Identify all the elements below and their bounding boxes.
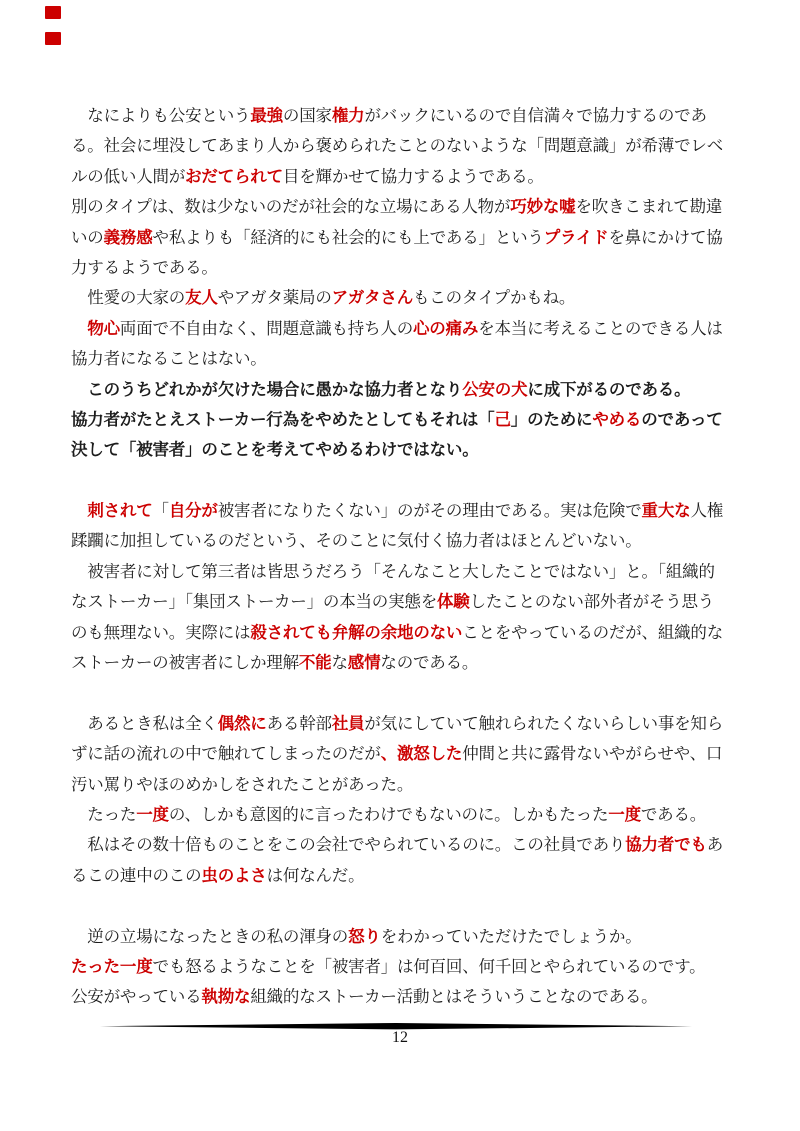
text-segment: 目を輝かせて協力するようである。 xyxy=(282,167,544,186)
text-segment: を本当に考えることのできる人は xyxy=(478,319,723,338)
emphasized-text-segment: 己 xyxy=(494,410,511,429)
red-square-icon xyxy=(45,32,61,45)
text-segment: なのである。 xyxy=(380,654,479,673)
text-segment: したことのない部外者がそう思う xyxy=(469,593,715,612)
red-square-icon xyxy=(45,6,61,19)
text-segment: ある幹部 xyxy=(266,714,332,733)
text-line xyxy=(71,557,731,587)
text-segment: もこのタイプかもね。 xyxy=(413,289,576,308)
text-segment: 協力者がたとえストーカー行為をやめたとしてもそれは「 xyxy=(71,410,495,429)
text-segment: 私はその数十倍ものことをこの会社でやられているのに。この社員であり xyxy=(71,836,626,855)
emphasized-text-segment: 巧妙な嘘 xyxy=(510,198,576,217)
corner-marks xyxy=(45,6,61,58)
text-segment: るこの連中のこの xyxy=(71,866,202,885)
emphasized-text-segment: 協力者でも xyxy=(625,836,707,855)
document-body xyxy=(71,101,731,1013)
emphasized-text-segment: 最強 xyxy=(250,107,283,125)
emphasized-text-segment: 権力 xyxy=(331,107,365,125)
text-line xyxy=(71,283,731,313)
text-segment: 」のために xyxy=(510,410,593,429)
text-line xyxy=(71,709,731,739)
text-line xyxy=(71,405,731,435)
text-line xyxy=(71,162,731,192)
text-segment: をわかっていただけたでしょうか。 xyxy=(380,927,642,946)
emphasized-text-segment: 、激怒した xyxy=(380,745,463,764)
emphasized-text-segment: プライド xyxy=(543,228,609,247)
blank-line xyxy=(71,891,731,921)
emphasized-text-segment: 不能 xyxy=(298,654,332,673)
text-segment: のも無理ない。実際には xyxy=(71,623,251,642)
emphasized-text-segment: 心の痛み xyxy=(413,319,479,338)
text-segment: やアガタ薬局の xyxy=(217,289,332,308)
text-segment: がバックにいるので自信満々で協力するのであ xyxy=(364,107,707,125)
text-segment: に成下がるのである。 xyxy=(527,380,691,399)
text-line xyxy=(71,435,731,465)
text-line xyxy=(71,800,731,830)
emphasized-text-segment: おだてられて xyxy=(185,167,283,186)
text-segment: 両面で不自由なく、問題意識も持ち人の xyxy=(119,319,413,338)
emphasized-text-segment: 社員 xyxy=(331,714,365,733)
emphasized-text-segment: 刺されて xyxy=(87,502,153,521)
text-line xyxy=(71,131,731,161)
emphasized-text-segment: 友人 xyxy=(185,289,218,308)
emphasized-text-segment: 体験 xyxy=(437,593,470,612)
text-segment: ことをやっているのだが、組織的な xyxy=(462,623,724,642)
text-segment: る。社会に埋没してあまり人から褒められたことのないような「問題意識」が希薄でレベ xyxy=(71,137,724,156)
text-line xyxy=(71,101,731,131)
text-segment: 性愛の大家の xyxy=(71,289,186,308)
emphasized-text-segment: 物心 xyxy=(87,319,120,338)
text-line xyxy=(71,648,731,678)
text-segment: いの xyxy=(71,228,104,247)
text-segment: 組織的なストーカー活動とはそういうことなのである。 xyxy=(250,988,658,1007)
emphasized-text-segment: たった一度 xyxy=(71,957,153,976)
text-segment: 蹂躙に加担しているのだという、そのことに気付く協力者はほとんどいない。 xyxy=(71,532,642,551)
text-segment: 被害者に対して第三者は皆思うだろう「そんなこと大したことではない」と。「組織的 xyxy=(71,562,715,581)
text-line xyxy=(71,587,731,617)
text-segment: な xyxy=(331,654,348,673)
text-segment: 汚い罵りやほのめかしをされたことがあった。 xyxy=(71,775,414,794)
text-line xyxy=(71,922,731,952)
text-segment: が気にしていて触れられたくないらしい事を知ら xyxy=(364,714,724,733)
emphasized-text-segment: 怒り xyxy=(348,927,381,946)
emphasized-text-segment: 偶然に xyxy=(217,714,267,733)
text-line xyxy=(71,192,731,222)
emphasized-text-segment: 義務感 xyxy=(103,228,153,247)
emphasized-text-segment: アガタさん xyxy=(331,289,413,308)
text-line xyxy=(71,496,731,526)
text-segment: を吹きこまれて勘違 xyxy=(575,198,723,217)
text-line xyxy=(71,223,731,253)
emphasized-text-segment: 殺されても弁解の余地のない xyxy=(250,623,463,642)
text-line xyxy=(71,982,731,1012)
text-segment: 公安がやっている xyxy=(71,988,202,1007)
text-segment: あるとき私は全く xyxy=(71,714,218,733)
emphasized-text-segment: やめる xyxy=(592,410,642,429)
text-segment: のであって xyxy=(641,410,723,429)
text-segment: 別のタイプは、数は少ないのだが社会的な立場にある人物が xyxy=(71,198,511,217)
text-segment: このうちどれかが欠けた場合に愚かな協力者となり xyxy=(71,380,463,399)
text-segment: 逆の立場になったときの私の渾身の xyxy=(71,927,349,946)
text-line xyxy=(71,253,731,283)
emphasized-text-segment: 一度 xyxy=(608,805,641,824)
text-line xyxy=(71,526,731,556)
text-segment xyxy=(71,320,87,338)
emphasized-text-segment: 感情 xyxy=(347,654,381,673)
emphasized-text-segment: 一度 xyxy=(136,805,169,824)
text-line xyxy=(71,952,731,982)
text-segment: 「 xyxy=(152,502,169,521)
text-segment: を鼻にかけて協 xyxy=(608,228,723,247)
emphasized-text-segment: 虫のよさ xyxy=(201,866,267,885)
text-segment: 力するようである。 xyxy=(71,258,218,277)
text-line xyxy=(71,861,731,891)
text-segment: あ xyxy=(706,836,724,855)
text-segment: 被害者になりたくない」のがその理由である。実は危険で xyxy=(217,502,642,521)
text-line xyxy=(71,344,731,374)
text-line xyxy=(71,770,731,800)
blank-line xyxy=(71,466,731,496)
page-number: 12 xyxy=(392,1029,408,1046)
text-segment: ストーカーの被害者にしか理解 xyxy=(71,654,299,673)
text-segment: 人権 xyxy=(690,502,724,521)
text-segment: は何なんだ。 xyxy=(266,866,365,885)
text-line xyxy=(71,739,731,769)
text-segment: たった xyxy=(71,805,137,824)
text-segment: なによりも公安という xyxy=(71,107,251,125)
text-segment: 決して「被害者」のことを考えてやめるわけではない。 xyxy=(71,441,479,460)
emphasized-text-segment: 重大な xyxy=(641,502,691,521)
emphasized-text-segment: 公安の犬 xyxy=(462,380,528,399)
text-line xyxy=(71,314,731,344)
text-segment: でも怒るようなことを「被害者」は何百回、何千回とやられているのです。 xyxy=(152,957,706,976)
text-segment: や私よりも「経済的にも社会的にも上である」という xyxy=(152,228,544,247)
text-segment: ずに話の流れの中で触れてしまったのだが xyxy=(71,745,381,764)
emphasized-text-segment: 自分が xyxy=(168,502,218,521)
text-line xyxy=(71,375,731,405)
text-segment: の国家 xyxy=(282,107,332,125)
blank-line xyxy=(71,678,731,708)
text-segment: なストーカー」「集団ストーカー」の本当の実態を xyxy=(71,593,437,612)
text-line xyxy=(71,830,731,860)
text-segment xyxy=(71,502,87,520)
text-segment: 仲間と共に露骨ないやがらせや、口 xyxy=(462,745,723,764)
text-segment: である。 xyxy=(640,805,707,824)
text-line xyxy=(71,618,731,648)
text-segment: の、しかも意図的に言ったわけでもないのに。しかもたった xyxy=(168,805,609,824)
text-segment: ルの低い人間が xyxy=(71,167,186,186)
text-segment: 協力者になることはない。 xyxy=(71,350,267,369)
emphasized-text-segment: 執拗な xyxy=(201,988,251,1007)
